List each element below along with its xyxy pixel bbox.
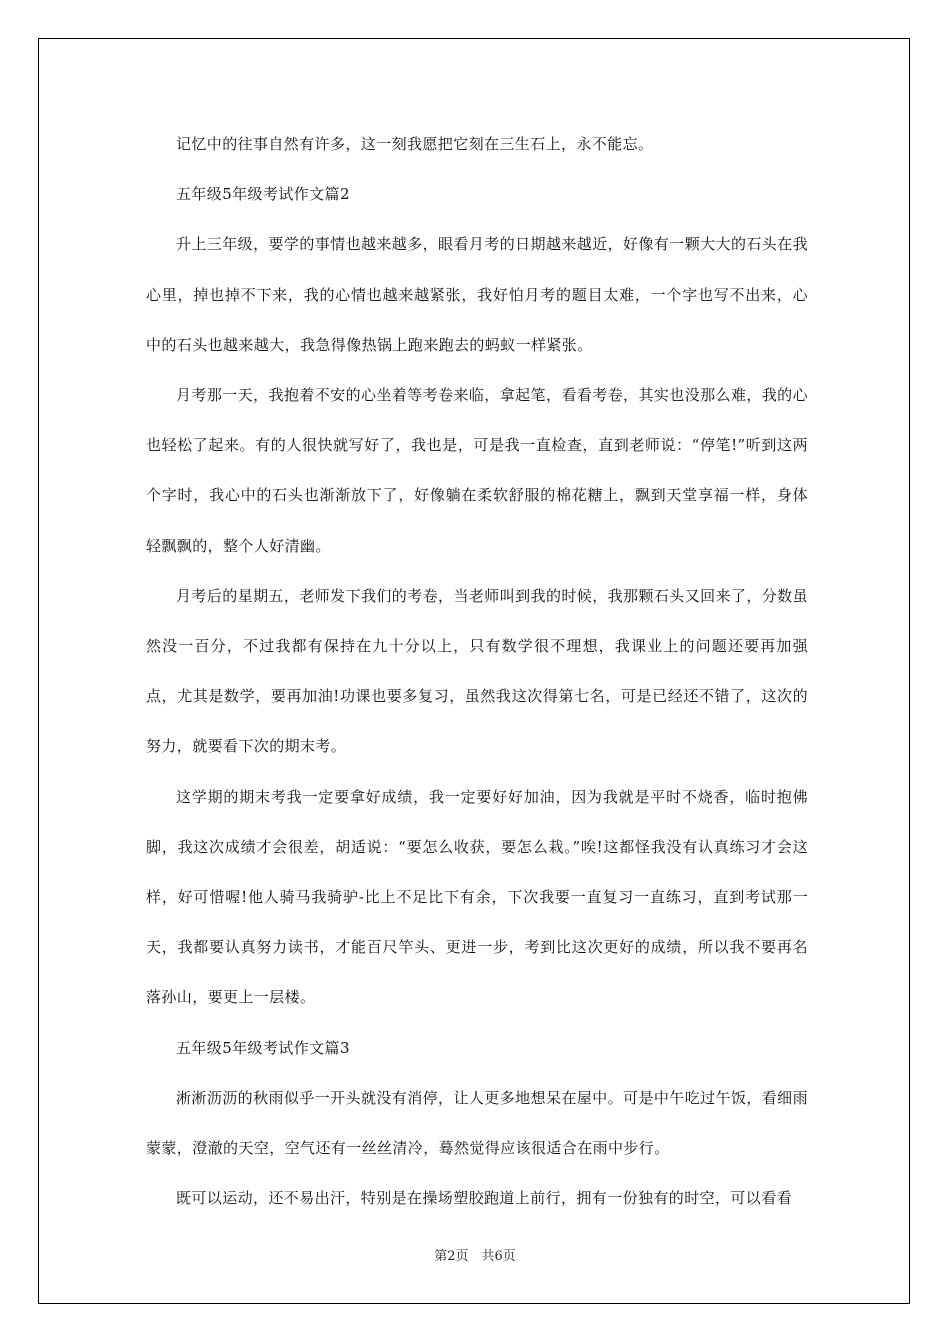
paragraph-exam-day: 月考那一天，我抱着不安的心坐着等考卷来临，拿起笔，看看考卷，其实也没那么难，我的心也轻松了起来。有的人很快就写好了，我也是，可是我一直检查，直到老师说：“停笔!”听到这两个字时，我心中的石头也渐渐放下了，好像躺在柔软舒服的棉花糖上，飘到天堂享福一样，身体轻飘飘的，整个人好清幽。 <box>146 386 808 555</box>
document-body <box>146 119 808 1223</box>
paragraph-final-exam: 这学期的期末考我一定要拿好成绩，我一定要好好加油，因为我就是平时不烧香，临时抱佛脚，我这次成绩才会很差，胡适说：“要怎么收获，要怎么栽。”唉!这都怪我没有认真练习才会这样，好可惜喔!他人骑马我骑驴-比上不足比下有余，下次我要一直复习一直练习，直到考试那一天，我都要认真努力读书，才能百尺竿头、更进一步，考到比这次更好的成绩，所以我不要再名落孙山，要更上一层楼。 <box>146 787 808 1007</box>
page-number-footer: 第2页 共6页 <box>434 1249 516 1264</box>
paragraph-memory: 记忆中的往事自然有许多，这一刻我愿把它刻在三生石上，永不能忘。 <box>176 135 654 153</box>
paragraph-grade-three: 升上三年级，要学的事情也越来越多，眼看月考的日期越来越近，好像有一颗大大的石头在我心里，掉也掉不下来，我的心情也越来越紧张，我好怕月考的题目太难，一个字也写不出来，心中的石头也越来越大，我急得像热锅上跑来跑去的蚂蚁一样紧张。 <box>146 235 808 354</box>
paragraph-autumn-rain: 淅淅沥沥的秋雨似乎一开头就没有消停，让人更多地想呆在屋中。可是中午吃过午饭，看细雨蒙蒙，澄澈的天空，空气还有一丝丝清冷，蓦然觉得应该很适合在雨中步行。 <box>146 1088 808 1158</box>
paragraph-after-exam: 月考后的星期五，老师发下我们的考卷，当老师叫到我的时候，我那颗石头又回来了，分数虽然没一百分，不过我都有保持在九十分以上，只有数学很不理想，我课业上的问题还要再加强点，尤其是数学，要再加油!功课也要多复习，虽然我这次得第七名，可是已经还不错了，这次的努力，就要看下次的期末考。 <box>146 586 808 756</box>
paragraph-exercise: 既可以运动，还不易出汗，特别是在操场塑胶跑道上前行，拥有一份独有的时空，可以看看 <box>176 1189 793 1208</box>
section-heading-essay-2: 五年级5年级考试作文篇2 <box>176 185 350 204</box>
section-heading-essay-3: 五年级5年级考试作文篇3 <box>176 1038 350 1057</box>
